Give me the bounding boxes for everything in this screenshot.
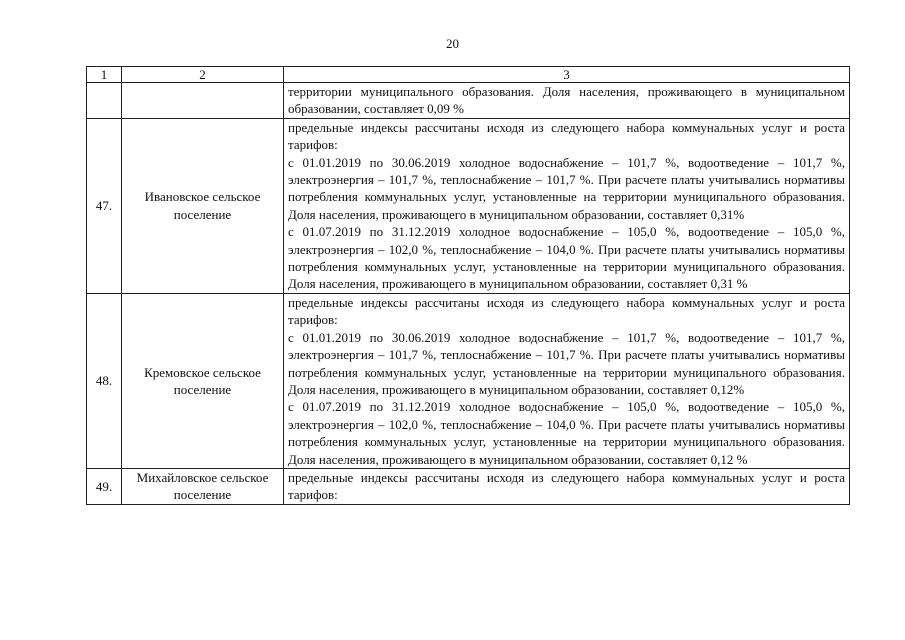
table-row	[87, 468, 850, 504]
description-cell	[284, 83, 850, 119]
description-period-1: с 01.01.2019 по 30.06.2019 холодное водоснабжение – 101,7 %, водоотведение – 101,7 %, электроэнергия – 101,7 %, теплоснабжение – 101,7 %. При расчете платы учитывались нормативы потребления коммунальных услуг, установленные на территории муниципального образования. Доля населения, проживающего в муниципальном образовании, составляет 0,31%	[288, 154, 845, 222]
table-row-continuation	[87, 83, 850, 119]
row-number: 49.	[87, 468, 122, 504]
description-intro: предельные индексы рассчитаны исходя из следующего набора коммунальных услуг и роста тарифов:	[288, 294, 845, 328]
column-header-1: 1	[87, 67, 122, 83]
table-header-row	[87, 67, 850, 83]
municipality-name: Михайловское сельское поселение	[122, 468, 284, 504]
row-number: 48.	[87, 293, 122, 468]
description-cell	[284, 293, 850, 468]
municipality-name: Кремовское сельское поселение	[122, 293, 284, 468]
row-number-cell	[87, 83, 122, 119]
row-number: 47.	[87, 118, 122, 293]
column-header-3: 3	[284, 67, 850, 83]
description-cell	[284, 118, 850, 293]
continuation-text: территории муниципального образования. Доля населения, проживающего в муниципальном образовании, составляет 0,09 %	[288, 84, 845, 117]
column-header-2: 2	[122, 67, 284, 83]
description-intro: предельные индексы рассчитаны исходя из следующего набора коммунальных услуг и роста тарифов:	[288, 469, 845, 503]
municipality-name-cell	[122, 83, 284, 119]
description-intro: предельные индексы рассчитаны исходя из следующего набора коммунальных услуг и роста тарифов:	[288, 119, 845, 153]
description-cell	[284, 468, 850, 504]
description-period-2: с 01.07.2019 по 31.12.2019 холодное водоснабжение – 105,0 %, водоотведение – 105,0 %, электроэнергия – 102,0 %, теплоснабжение – 104,0 %. При расчете платы учитывались нормативы потребления коммунальных услуг, установленные на территории муниципального образования. Доля населения, проживающего в муниципальном образовании, составляет 0,12 %	[288, 399, 845, 467]
table-row	[87, 293, 850, 468]
page-number: 20	[446, 36, 459, 51]
municipality-name: Ивановское сельское поселение	[122, 118, 284, 293]
description-period-2: с 01.07.2019 по 31.12.2019 холодное водоснабжение – 105,0 %, водоотведение – 105,0 %, электроэнергия – 102,0 %, теплоснабжение – 104,0 %. При расчете платы учитывались нормативы потребления коммунальных услуг, установленные на территории муниципального образования. Доля населения, проживающего в муниципальном образовании, составляет 0,31 %	[288, 224, 845, 292]
description-period-1: с 01.01.2019 по 30.06.2019 холодное водоснабжение – 101,7 %, водоотведение – 101,7 %, электроэнергия – 101,7 %, теплоснабжение – 101,7 %. При расчете платы учитывались нормативы потребления коммунальных услуг, установленные на территории муниципального образования. Доля населения, проживающего в муниципальном образовании, составляет 0,12%	[288, 329, 845, 397]
tariff-table	[86, 66, 850, 505]
table-row	[87, 118, 850, 293]
